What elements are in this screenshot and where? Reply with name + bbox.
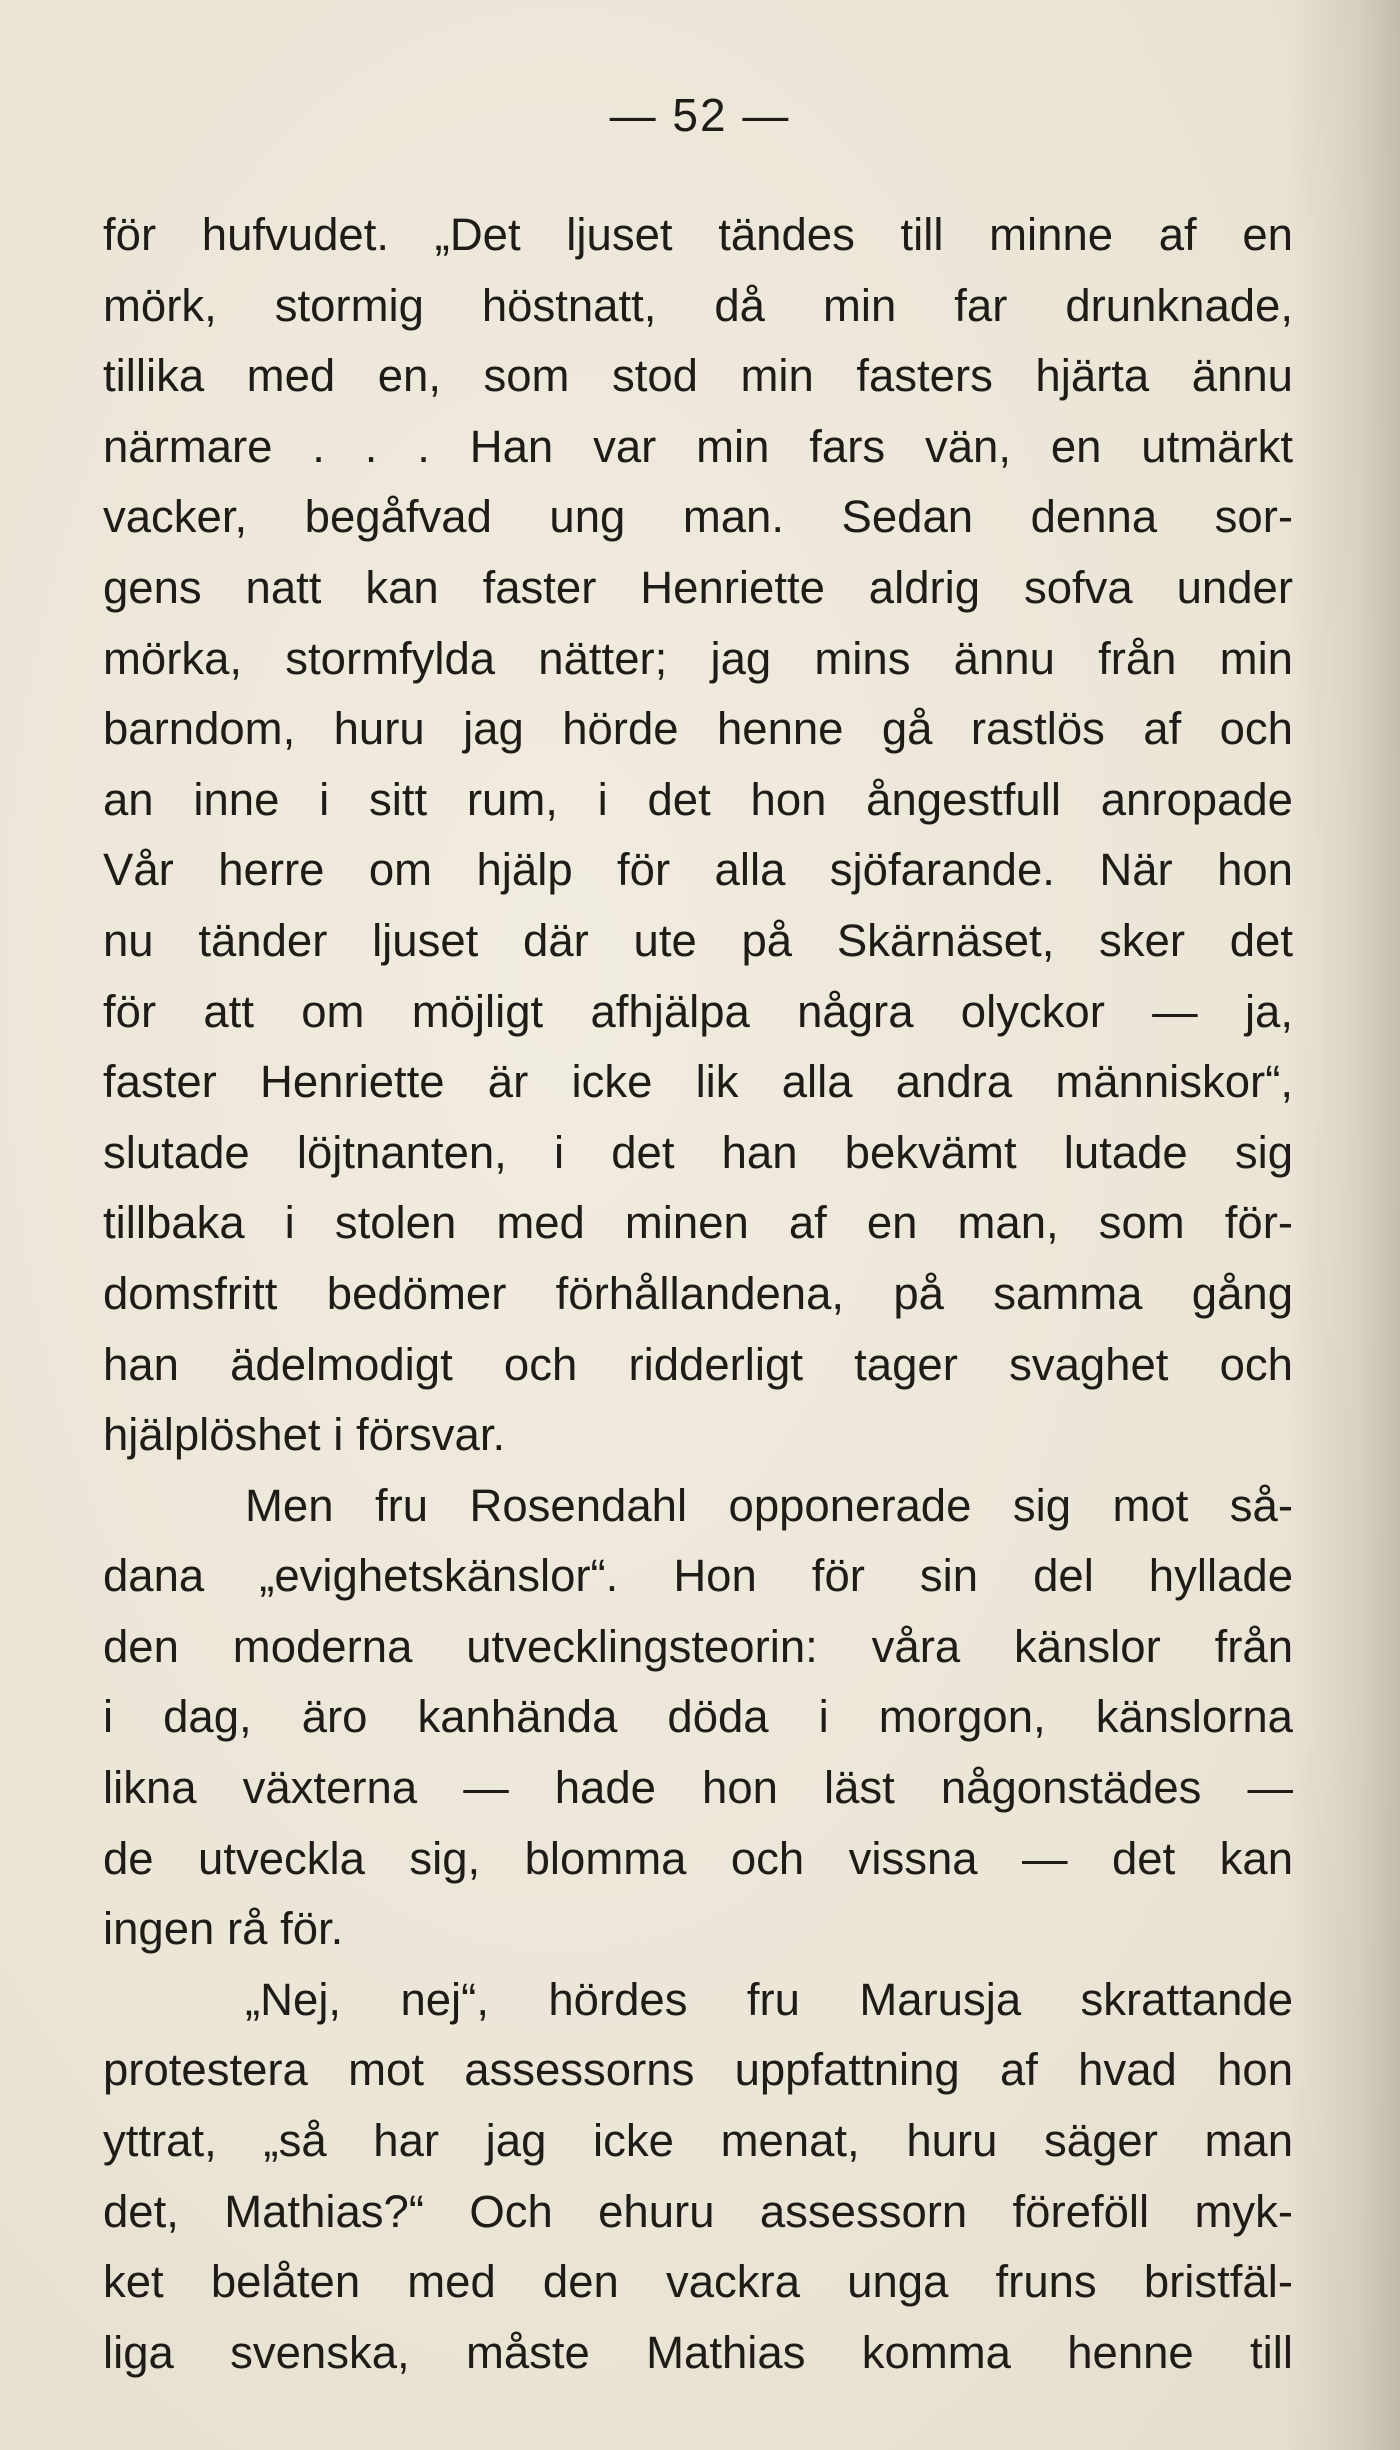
text-line: domsfritt bedömer förhållandena, på samma gång	[103, 1267, 1293, 1319]
text-line: tillika med en, som stod min fasters hjärta ännu	[103, 350, 1293, 402]
text-line: för att om möjligt afhjälpa några olyckor — ja,	[103, 985, 1293, 1037]
text-line: yttrat, „så har jag icke menat, huru säger man	[103, 2115, 1293, 2167]
text-line: i dag, äro kanhända döda i morgon, känslorna	[103, 1691, 1293, 1743]
text-line: hjälplöshet i försvar.	[103, 1409, 506, 1461]
text-line: för hufvudet. „Det ljuset tändes till minne af en	[103, 209, 1293, 260]
text-line: ingen rå för.	[103, 1903, 344, 1955]
text-line: den moderna utvecklingsteorin: våra känslor från	[103, 1620, 1293, 1672]
text-line: dana „evighetskänslor“. Hon för sin del hyllade	[103, 1550, 1293, 1602]
text-line: det, Mathias?“ Och ehuru assessorn föreföll myk-	[103, 2185, 1293, 2237]
text-line: barndom, huru jag hörde henne gå rastlös af och	[103, 703, 1293, 755]
body-text	[103, 200, 1293, 2388]
text-line: liga svenska, måste Mathias komma henne till	[103, 2326, 1293, 2378]
page-number: — 52 —	[609, 89, 791, 141]
text-line: ket belåten med den vackra unga fruns bristfäl-	[103, 2256, 1293, 2308]
text-line: protestera mot assessorns uppfattning af hvad hon	[103, 2044, 1293, 2096]
text-line: mörka, stormfylda nätter; jag mins ännu från min	[103, 632, 1293, 684]
text-line: likna växterna — hade hon läst någonstädes —	[103, 1762, 1293, 1814]
text-line: Men fru Rosendahl opponerade sig mot så-	[245, 1479, 1293, 1531]
text-line: han ädelmodigt och ridderligt tager svaghet och	[103, 1338, 1293, 1390]
text-line: Vår herre om hjälp för alla sjöfarande. När hon	[103, 844, 1293, 896]
text-line: an inne i sitt rum, i det hon ångestfull anropade	[103, 773, 1293, 825]
text-line: närmare . . . Han var min fars vän, en utmärkt	[103, 420, 1293, 472]
text-line: nu tänder ljuset där ute på Skärnäset, sker det	[103, 914, 1293, 966]
text-line: mörk, stormig höstnatt, då min far drunknade,	[103, 279, 1293, 331]
text-line: „Nej, nej“, hördes fru Marusja skrattande	[245, 1973, 1293, 2025]
text-line: vacker, begåfvad ung man. Sedan denna sor-	[103, 491, 1293, 543]
text-line: faster Henriette är icke lik alla andra människor“,	[103, 1056, 1293, 1108]
text-line: de utveckla sig, blomma och vissna — det kan	[103, 1832, 1293, 1884]
text-line: tillbaka i stolen med minen af en man, som för-	[103, 1197, 1293, 1249]
text-line: slutade löjtnanten, i det han bekvämt lutade sig	[103, 1126, 1293, 1178]
text-line: gens natt kan faster Henriette aldrig sofva under	[103, 561, 1293, 613]
